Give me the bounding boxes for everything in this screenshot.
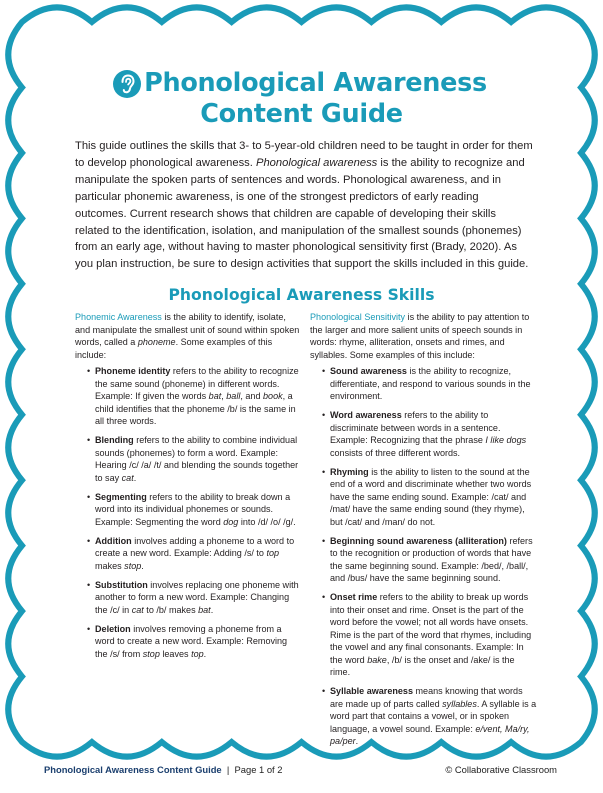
- list-item-syllable-awareness: • Syllable awareness means knowing that words are made up of parts called syllables. A syllable is a word part that contains a vowel, or in spoken language, a vowel sound. Example: e/vent, Ma/ry, pa/per.: [330, 685, 537, 748]
- page-title-line1: Phonological Awareness: [144, 68, 487, 98]
- page-title-line2: Content Guide: [200, 99, 403, 129]
- section-title: Phonological Awareness Skills: [168, 286, 435, 304]
- list-item-segmenting: • Segmenting refers to the ability to break down a word into its individual phonemes or sounds. Example: Segmenting the word dog into /d/ /o/ /g/.: [95, 491, 302, 529]
- phonemic-awareness-column: [75, 311, 302, 667]
- footer-copyright: © Collaborative Classroom: [445, 764, 557, 775]
- phonemic-awareness-intro: Phonemic Awareness is the ability to identify, isolate, and manipulate the smallest unit of sound within spoken words, called a phoneme. Some examples of this include:: [75, 312, 300, 360]
- list-item-substitution: • Substitution involves replacing one phoneme with another to form a new word. Example: Changing the /c/ in cat to /b/ makes bat.: [95, 579, 302, 617]
- list-item-addition: • Addition involves adding a phoneme to a word to create a new word. Example: Adding /s/ to top makes stop.: [95, 535, 302, 573]
- list-item-blending: • Blending refers to the ability to combine individual sounds (phonemes) to form a word. Example: Hearing /c/ /a/ /t/ and blending the sounds together to say cat.: [95, 434, 302, 484]
- list-item-onset-rime: • Onset rime refers to the ability to break up words into their onset and rime. Onset is the part of the word before the vowel; not all words have onsets. Rime is the part of the word that rhymes, including the vowel and any final consonants. Example: In the word bake, /b/ is the onset and /ake/ is the rime.: [330, 591, 537, 679]
- intro-paragraph: This guide outlines the skills that 3- to 5-year-old children need to be taught in order for them to develop phonological awareness. Phonological awareness is the ability to recognize and manipulate the spoken parts of sentences and words. Phonological awareness, and in particular phonemic awareness, is one of the strongest predictors of early reading outcomes. Current research shows that children are capable of developing their skills related to the identification, isolation, and manipulation of the smallest sounds (phonemes) from an early age, without having to master phonological sensitivity first (Brady, 2020). As you plan instruction, be sure to design activities that support the skills included in this guide.: [75, 140, 533, 271]
- list-item-deletion: • Deletion involves removing a phoneme from a word to create a new word. Example: Removing the /s/ from stop leaves top.: [95, 623, 302, 661]
- list-item-word-awareness: • Word awareness refers to the ability to discriminate between words in a sentence. Example: Recognizing that the phrase I like dogs consists of three different words.: [330, 409, 537, 459]
- footer-separator: |: [226, 764, 230, 775]
- footer-page-number: Page 1 of 2: [234, 764, 283, 775]
- list-item-sound-awareness: • Sound awareness is the ability to recognize, differentiate, and respond to various sounds in the environment.: [330, 365, 537, 403]
- list-item-beginning-sound: • Beginning sound awareness (alliteration) refers to the recognition or production of words that have the same beginning sound. Example: /bed/, /ball/, and /bus/ have the same beginning sound.: [330, 535, 537, 585]
- phonological-sensitivity-column: [310, 311, 537, 754]
- list-item-phoneme-identity: • Phoneme identity refers to the ability to recognize the same sound (phoneme) in different words. Example: If given the words bat, ball, and book, a child identifies that the phoneme /b/ is the same in all three words.: [95, 365, 302, 428]
- phonological-sensitivity-intro: Phonological Sensitivity is the ability to pay attention to the larger and more salient units of speech sounds in words: rhyme, alliteration, onsets and rimes, and syllables. Some examples of this include:: [310, 312, 530, 360]
- footer-left: [44, 764, 282, 775]
- list-item-rhyming: • Rhyming is the ability to listen to the sound at the end of a word and discriminate whether two words have the same ending sound. Example: /cat/ and /mat/ have the same ending sound (they rhyme), but /cat/ and /man/ do not.: [330, 466, 537, 529]
- footer-doc-title: Phonological Awareness Content Guide: [44, 764, 222, 775]
